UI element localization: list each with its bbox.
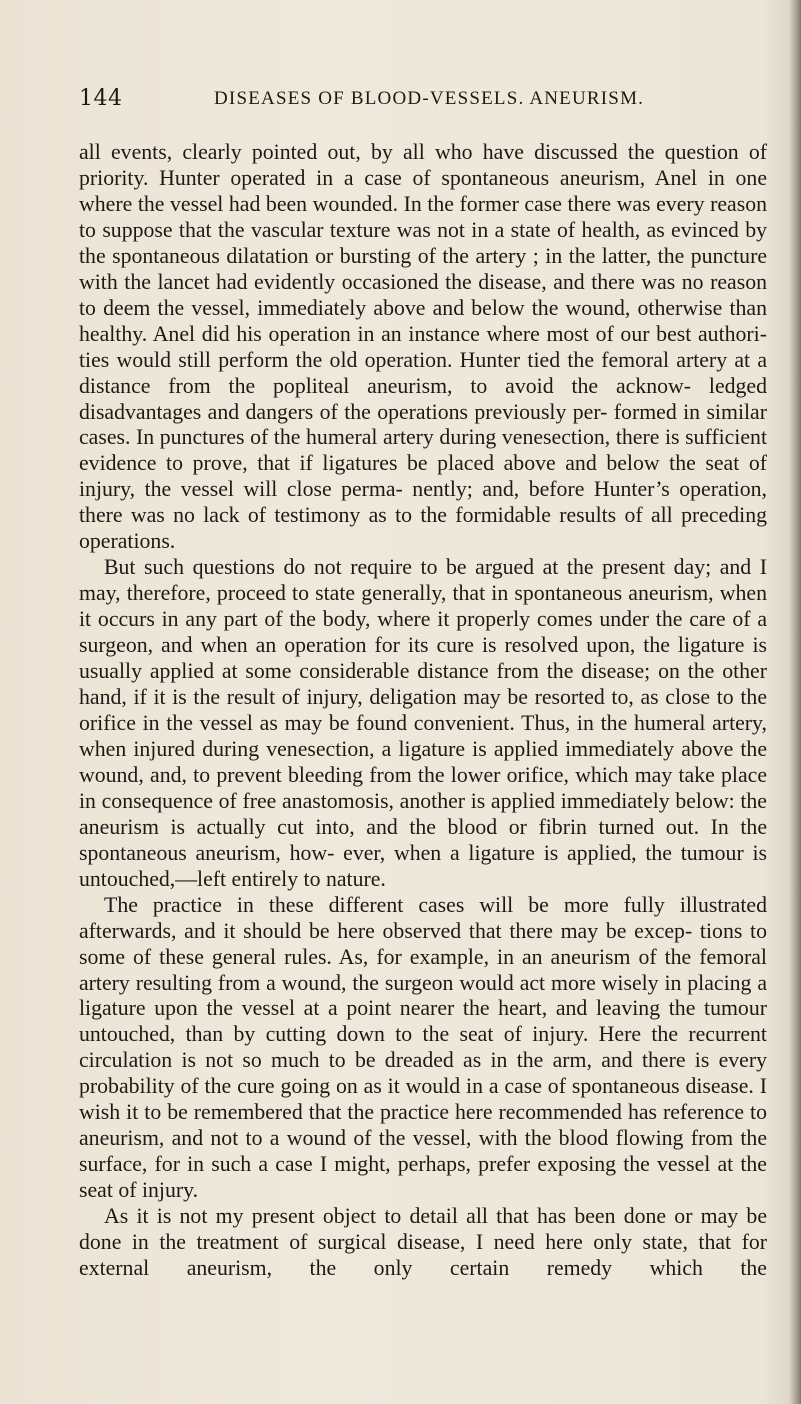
paragraph-2: But such questions do not require to be argued at the present day; and I may, therefore, proceed to state generally, that in spontaneous aneurism, when it occurs in any part of the body, where it properly comes under the care of a surgeon, and when an operation for its cure is resolved upon, the ligature is usually applied at some considerable distance from the disease; on the other hand, if it is the result of injury, deligation may be resorted to, as close to the orifice in the vessel as may be found convenient. Thus, in the humeral artery, when injured during venesection, a ligature is applied immediately above the wound, and, to prevent bleeding from the lower orifice, which may take place in consequence of free anastomosis, another is applied immediately below: the aneurism is actually cut into, and the blood or fibrin turned out. In the spontaneous aneurism, how- ever, when a ligature is applied, the tumour is untouched,—left entirely to nature.	[79, 555, 767, 891]
paragraph-4: As it is not my present object to detail all that has been done or may be done in the treatment of surgical disease, I need here only state, that for external aneurism, the only certain remedy which the	[79, 1204, 767, 1280]
body-text	[79, 140, 767, 1282]
paragraph-3: The practice in these different cases will be more fully illustrated afterwards, and it should be here observed that there may be excep- tions to some of these general rules. As, for example, in an aneurism of the femoral artery resulting from a wound, the surgeon would act more wisely in placing a ligature upon the vessel at a point nearer the heart, and leaving the tumour untouched, than by cutting down to the seat of injury. Here the recurrent circulation is not so much to be dreaded as in the arm, and there is every probability of the cure going on as it would in a case of spontaneous disease. I wish it to be remembered that the practice here recommended has reference to aneurism, and not to a wound of the vessel, with the blood flowing from the surface, for in such a case I might, perhaps, prefer exposing the vessel at the seat of injury.	[79, 892, 767, 1203]
page-edge-shadow	[789, 0, 801, 1404]
page-number: 144	[79, 86, 123, 111]
running-head: DISEASES OF BLOOD-VESSELS. ANEURISM.	[214, 88, 645, 109]
page-header	[79, 86, 721, 116]
paragraph-1: all events, clearly pointed out, by all who have discussed the question of priority. Hunter operated in a case of spontaneous aneurism, Anel in one where the vessel had been wounded. In the former case there was every reason to suppose that the vascular texture was not in a state of health, as evinced by the spontaneous dilatation or bursting of the artery ; in the latter, the puncture with the lancet had evidently occasioned the disease, and there was no reason to deem the vessel, immediately above and below the wound, otherwise than healthy. Anel did his operation in an instance where most of our best authori- ties would still perform the old operation. Hunter tied the femoral artery at a distance from the popliteal aneurism, to avoid the acknow- ledged disadvantages and dangers of the operations previously per- formed in similar cases. In punctures of the humeral artery during venesection, there is sufficient evidence to prove, that if ligatures be placed above and below the seat of injury, the vessel will close perma- nently; and, before Hunter’s operation, there was no lack of testimony as to the formidable results of all preceding operations.	[79, 140, 767, 554]
